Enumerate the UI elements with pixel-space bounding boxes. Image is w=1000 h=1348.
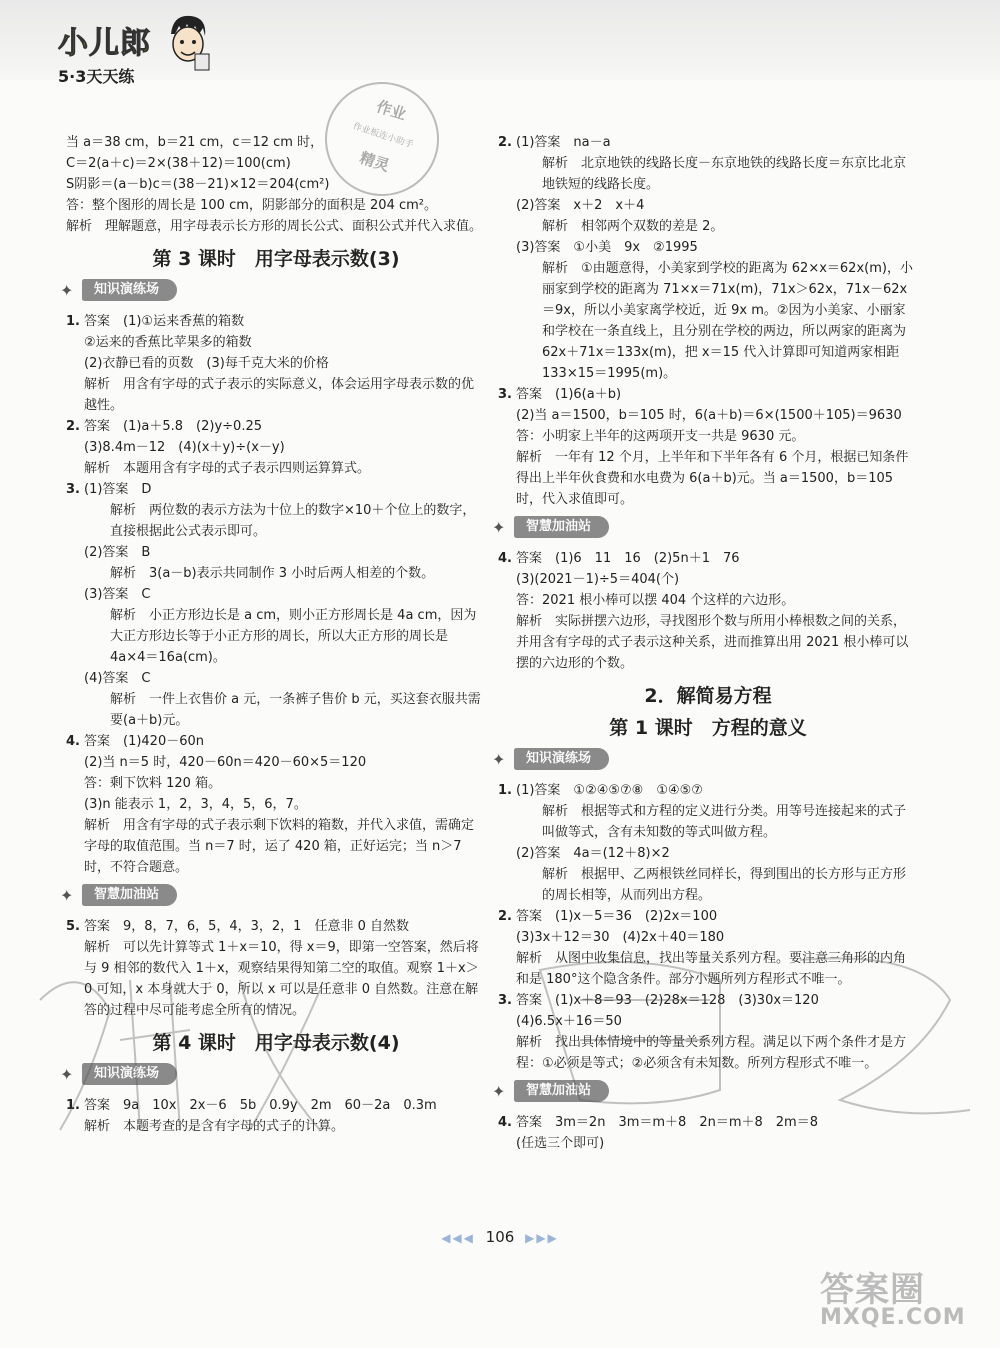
- series-name: 5·3天天练: [58, 67, 135, 86]
- question-number: 5.: [66, 919, 80, 934]
- sparkle-icon: ✦: [492, 518, 506, 537]
- question-number: 1.: [66, 314, 80, 329]
- question-number: 1.: [66, 1098, 80, 1113]
- answer-line: 答案 9a 10x 2x－6 5b 0.9y 2m 60－2a 0.3m: [84, 1098, 437, 1113]
- watermark: [820, 1262, 980, 1330]
- lesson-title: 第 4 课时 用字母表示数(4): [152, 1032, 400, 1054]
- sparkle-icon: ✦: [60, 281, 74, 300]
- analysis-line: 解析 小正方形边长是 a cm，则小正方形周长是 4a cm，因为大正方形边长等于小正方形的周长，所以大正方形的周长是 4a×4＝16a(cm)。: [110, 608, 477, 665]
- analysis-line: 解析 北京地铁的线路长度－东京地铁的线路长度＝东京比北京地铁短的线路长度。: [542, 156, 907, 192]
- answer-line: (3)3x＋12＝30 (4)2x＋40＝180: [516, 930, 725, 945]
- analysis-line: 解析 根据甲、乙两根铁丝同样长，得到围出的长方形与正方形的周长相等，从而列出方程。: [542, 867, 907, 903]
- text-line: S阴影＝(a－b)c＝(38－21)×12＝204(cm²): [66, 177, 330, 192]
- answer-line: (2)答案 B: [84, 545, 151, 560]
- section-label: 智慧加油站: [514, 1080, 609, 1102]
- section-label: 知识演练场: [82, 279, 177, 301]
- prev-arrows-icon: ◀◀◀: [441, 1231, 475, 1245]
- question-number: 2.: [498, 135, 512, 150]
- mascot-face-icon: [165, 12, 211, 72]
- analysis-line: 解析 从图中收集信息，找出等量关系列方程。要注意三角形的内角和是 180°这个隐含条件。部分小题所列方程形式不唯一。: [516, 951, 907, 987]
- analysis-line: 解析 本题考查的是含有字母的式子的计算。: [84, 1119, 345, 1134]
- answer-line: (2)答案 4a＝(12＋8)×2: [516, 846, 670, 861]
- text-line: 答：整个图形的周长是 100 cm，阴影部分的面积是 204 cm²。: [66, 198, 437, 213]
- answer-line: (3)答案 ①小美 9x ②1995: [516, 240, 698, 255]
- analysis-line: 解析 可以先计算等式 1＋x＝10，得 x＝9，即第一空答案，然后将与 9 相邻的数代入 1＋x，观察结果得知第二空的取值。观察 1＋x＞0 可知，x 本身就大于 0，所以 x 可以是任意非 0 自然数。注意在解答的过程中尽可能考虑全所有的情况。: [84, 940, 479, 1018]
- watermark-title: 答案圈: [820, 1270, 925, 1310]
- answer-line: 答案 (1)6(a＋b): [516, 387, 622, 402]
- answer-line: 答案 (1)x－5＝36 (2)2x＝100: [516, 909, 718, 924]
- answer-line: 答：2021 根小棒可以摆 404 个这样的六边形。: [516, 593, 795, 608]
- answer-line: (1)答案 D: [84, 482, 152, 497]
- right-column: [492, 132, 918, 1154]
- page-number: 106: [485, 1228, 515, 1246]
- text-line: 解析 理解题意，用字母表示长方形的周长公式、面积公式并代入求值。: [66, 219, 483, 234]
- stamp-middle: 作业板连小助手: [351, 121, 415, 151]
- brand-logo: [58, 18, 151, 87]
- question-number: 4.: [498, 1115, 512, 1130]
- answer-line: 答案 9，8，7，6，5，4，3，2，1 任意非 0 自然数: [84, 919, 409, 934]
- sparkle-icon: ✦: [492, 1082, 506, 1101]
- section-header: [492, 516, 918, 540]
- section-label: 知识演练场: [514, 748, 609, 770]
- analysis-line: 解析 一件上衣售价 a 元，一条裤子售价 b 元，买这套衣服共需要(a＋b)元。: [110, 692, 481, 728]
- analysis-line: 解析 3(a－b)表示共同制作 3 小时后两人相差的个数。: [110, 566, 435, 581]
- analysis-line: 解析 相邻两个双数的差是 2。: [542, 219, 724, 234]
- text-line: C＝2(a＋c)＝2×(38＋12)＝100(cm): [66, 156, 291, 171]
- answer-line: 答案 (1)420－60n: [84, 734, 205, 749]
- analysis-line: 解析 本题用含有字母的式子表示四则运算算式。: [84, 461, 371, 476]
- analysis-line: 解析 一年有 12 个月，上半年和下半年各有 6 个月，根据已知条件得出上半年伙食费和水电费为 6(a＋b)元。当 a＝1500，b＝105 时，代入求值即可。: [516, 450, 909, 507]
- unit-title: 2．解简易方程: [644, 685, 772, 707]
- question-number: 4.: [66, 734, 80, 749]
- question-number: 2.: [66, 419, 80, 434]
- answer-line: 答案 (1)x＋8＝93 (2)28x＝128 (3)30x＝120: [516, 993, 819, 1008]
- answer-line: (1)答案 ①②④⑤⑦⑧ ①④⑤⑦: [516, 783, 703, 798]
- analysis-line: 解析 两位数的表示方法为十位上的数字×10＋个位上的数字，直接根据此公式表示即可。: [110, 503, 476, 539]
- watermark-url: MXQE.COM: [820, 1305, 966, 1330]
- answer-line: (2)当 a＝1500，b＝105 时，6(a＋b)＝6×(1500＋105)＝9630: [516, 408, 902, 423]
- analysis-line: 解析 ①由题意得，小美家到学校的距离为 62×x＝62x(m)，小丽家到学校的距离为 71×x＝71x(m)，71x＞62x，71x－62x＝9x，所以小美家离学校近，近 9x m。②因为小美家、小丽家和学校在一条直线上，且分别在学校的两边，所以两家的距离为 62x＋71x＝133x(m)，把 x＝15 代入计算即可知道两家相距 133×15＝1995(m)。: [542, 261, 913, 381]
- analysis-line: 解析 根据等式和方程的定义进行分类。用等号连接起来的式子叫做等式，含有未知数的等式叫做方程。: [542, 804, 907, 840]
- section-header: [492, 748, 918, 772]
- answer-line: 答案 3m＝2n 3m＝m＋8 2n＝m＋8 2m＝8: [516, 1115, 818, 1130]
- answer-line: (3)答案 C: [84, 587, 151, 602]
- page-footer: [0, 1228, 1000, 1246]
- stamp-top: 作业: [374, 97, 409, 124]
- answer-line: (4)答案 C: [84, 671, 151, 686]
- section-label: 知识演练场: [82, 1063, 177, 1085]
- next-arrows-icon: ▶▶▶: [525, 1231, 559, 1245]
- answer-line: (任选三个即可): [516, 1136, 605, 1151]
- section-label: 智慧加油站: [514, 516, 609, 538]
- question-number: 1.: [498, 783, 512, 798]
- analysis-line: 解析 实际拼摆六边形，寻找图形个数与所用小棒根数之间的关系，并用含有字母的式子表示这种关系，进而推算出用 2021 根小棒可以摆的六边形的个数。: [516, 614, 909, 671]
- text-line: 当 a＝38 cm，b＝21 cm，c＝12 cm 时，: [66, 135, 324, 150]
- section-header: [60, 1063, 486, 1087]
- section-header: [492, 1080, 918, 1104]
- section-header: [60, 884, 486, 908]
- analysis-line: 解析 找出具体情境中的等量关系列方程。满足以下两个条件才是方程：①必须是等式；②必须含有未知数。所列方程形式不唯一。: [516, 1035, 907, 1071]
- answer-line: 答：剩下饮料 120 箱。: [84, 776, 222, 791]
- question-number: 2.: [498, 909, 512, 924]
- question-number: 4.: [498, 551, 512, 566]
- answer-line: 答案 (1)6 11 16 (2)5n＋1 76: [516, 551, 740, 566]
- question-number: 3.: [498, 993, 512, 1008]
- lesson-title: 第 1 课时 方程的意义: [609, 717, 807, 739]
- answer-line: 答案 (1)①运来香蕉的箱数: [84, 314, 245, 329]
- answer-line: (3)(2021－1)÷5＝404(个): [516, 572, 680, 587]
- sparkle-icon: ✦: [492, 750, 506, 769]
- answer-line: 答：小明家上半年的这两项开支一共是 9630 元。: [516, 429, 805, 444]
- sparkle-icon: ✦: [60, 886, 74, 905]
- answer-line: (4)6.5x＋16＝50: [516, 1014, 622, 1029]
- stamp-bottom: 精灵: [357, 148, 392, 176]
- left-column: [60, 132, 486, 1137]
- brand-name: 小儿郎: [58, 26, 151, 61]
- answer-line: (1)答案 na－a: [516, 135, 611, 150]
- section-header: [60, 279, 486, 303]
- section-label: 智慧加油站: [82, 884, 177, 906]
- answer-line: (2)当 n＝5 时，420－60n＝420－60×5＝120: [84, 755, 367, 770]
- question-number: 3.: [498, 387, 512, 402]
- answer-line: (3)8.4m－12 (4)(x＋y)÷(x－y): [84, 440, 285, 455]
- answer-line: ②运来的香蕉比苹果多的箱数: [84, 335, 252, 350]
- analysis-line: 解析 用含有字母的式子表示的实际意义，体会运用字母表示数的优越性。: [84, 377, 475, 413]
- question-number: 3.: [66, 482, 80, 497]
- analysis-line: 解析 用含有字母的式子表示剩下饮料的箱数，并代入求值，需确定字母的取值范围。当 n＝7 时，运了 420 箱，正好运完；当 n＞7 时，不符合题意。: [84, 818, 475, 875]
- lesson-title: 第 3 课时 用字母表示数(3): [152, 248, 400, 270]
- answer-line: (3)n 能表示 1，2，3，4，5，6，7。: [84, 797, 307, 812]
- sparkle-icon: ✦: [60, 1065, 74, 1084]
- answer-line: (2)答案 x＋2 x＋4: [516, 198, 645, 213]
- answer-line: 答案 (1)a＋5.8 (2)y÷0.25: [84, 419, 263, 434]
- answer-line: (2)衣静已看的页数 (3)每千克大米的价格: [84, 356, 329, 371]
